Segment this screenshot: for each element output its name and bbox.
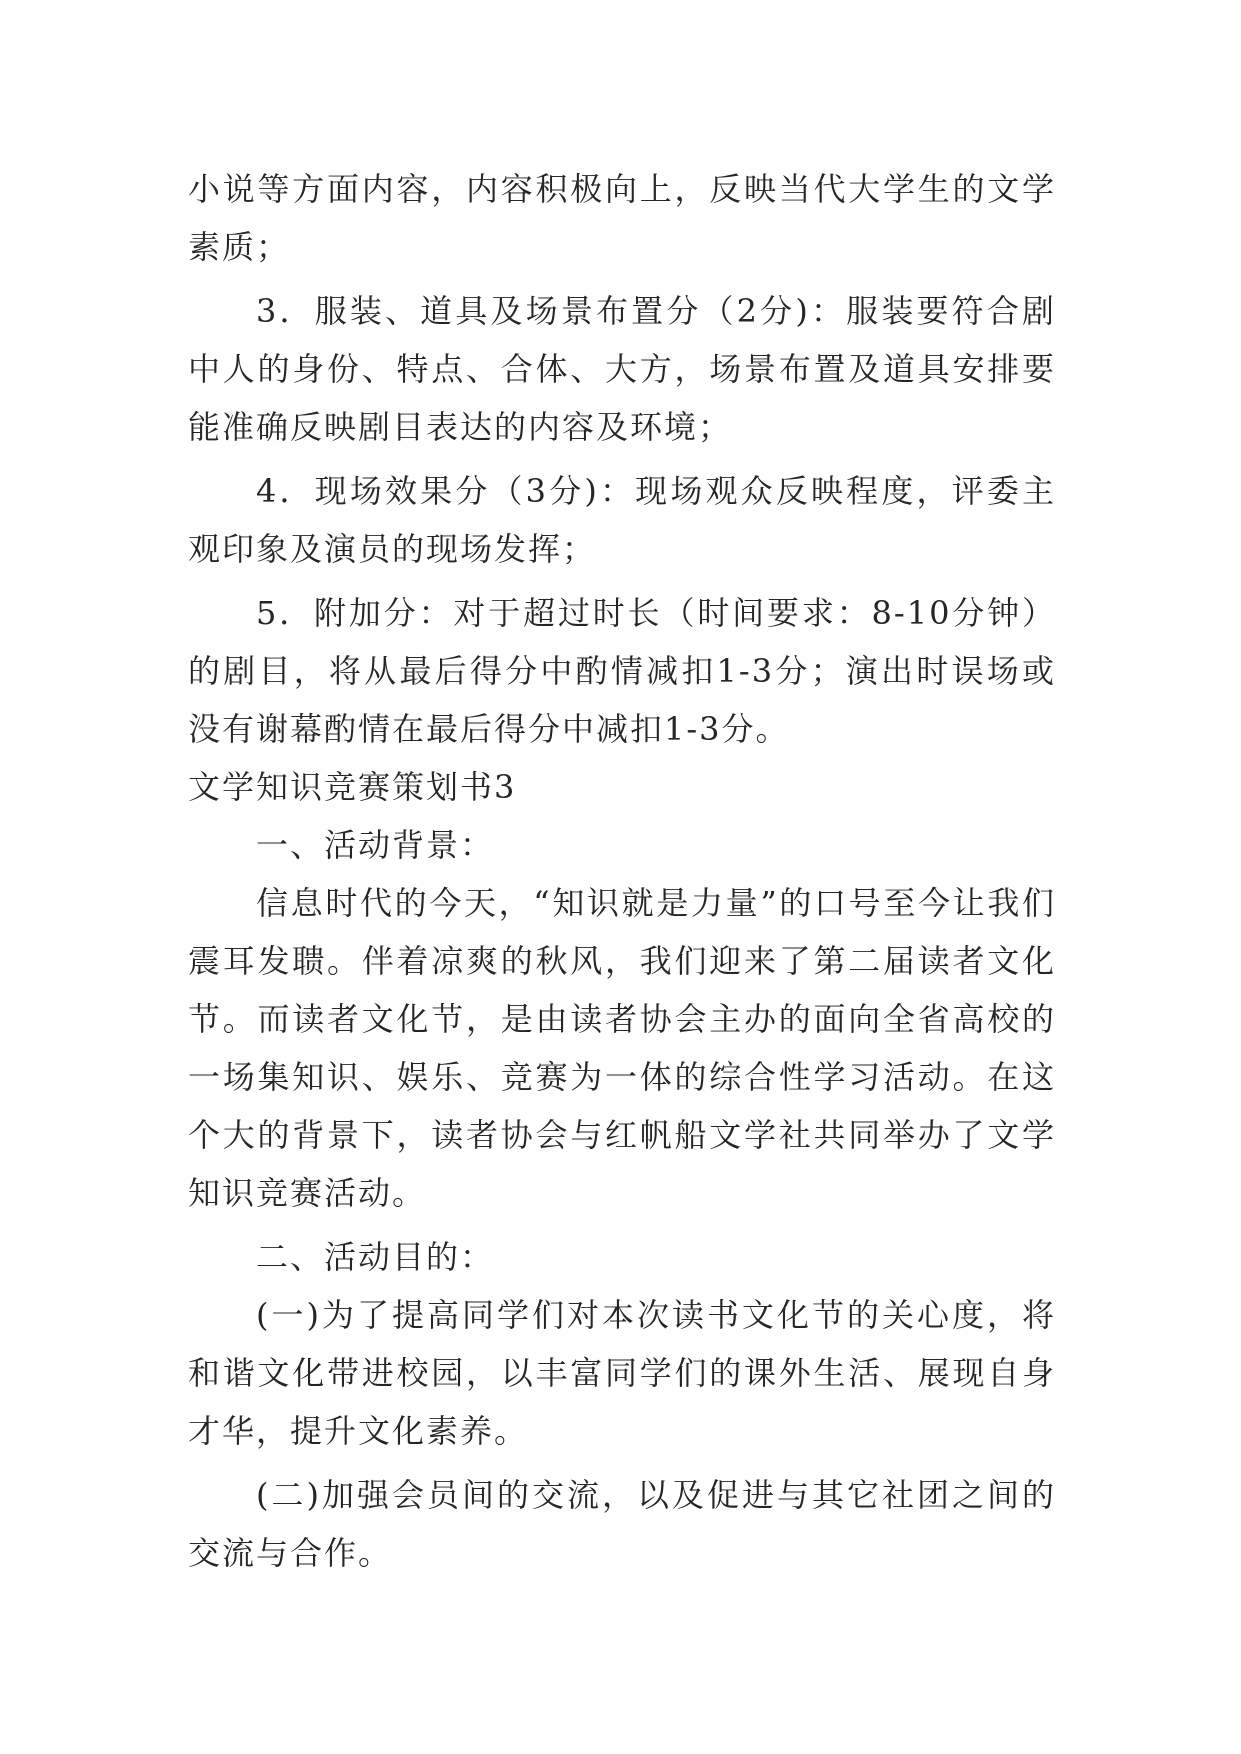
scoring-item-3: 3．服装、道具及场景布置分（2分)：服装要符合剧中人的身份、特点、合体、大方，场景布置及道具安排要能准确反映剧目表达的内容及环境； xyxy=(188,292,1056,446)
purpose-item-2: (二)加强会员间的交流，以及促进与其它社团之间的交流与合作。 xyxy=(188,1476,1056,1572)
section-heading-purpose: 二、活动目的： xyxy=(256,1238,495,1276)
section-heading-background: 一、活动背景： xyxy=(256,826,495,864)
document-body xyxy=(188,160,1056,1582)
scoring-item-5: 5．附加分：对于超过时长（时间要求：8-10分钟）的剧目，将从最后得分中酌情减扣1-3分；演出时误场或没有谢幕酌情在最后得分中减扣1-3分。 xyxy=(188,594,1056,748)
purpose-item-1: (一)为了提高同学们对本次读书文化节的关心度，将和谐文化带进校园，以丰富同学们的课外生活、展现自身才华，提升文化素养。 xyxy=(188,1296,1056,1450)
scoring-item-4: 4．现场效果分（3分)：现场观众反映程度，评委主观印象及演员的现场发挥； xyxy=(188,472,1056,568)
background-paragraph: 信息时代的今天，“知识就是力量”的口号至今让我们震耳发聩。伴着凉爽的秋风，我们迎来了第二届读者文化节。而读者文化节，是由读者协会主办的面向全省高校的一场集知识、娱乐、竞赛为一体的综合性学习活动。在这个大的背景下，读者协会与红帆船文学社共同举办了文学知识竞赛活动。 xyxy=(188,884,1056,1212)
document-title: 文学知识竞赛策划书3 xyxy=(188,768,517,806)
continuation-paragraph: 小说等方面内容，内容积极向上，反映当代大学生的文学素质； xyxy=(188,170,1056,266)
